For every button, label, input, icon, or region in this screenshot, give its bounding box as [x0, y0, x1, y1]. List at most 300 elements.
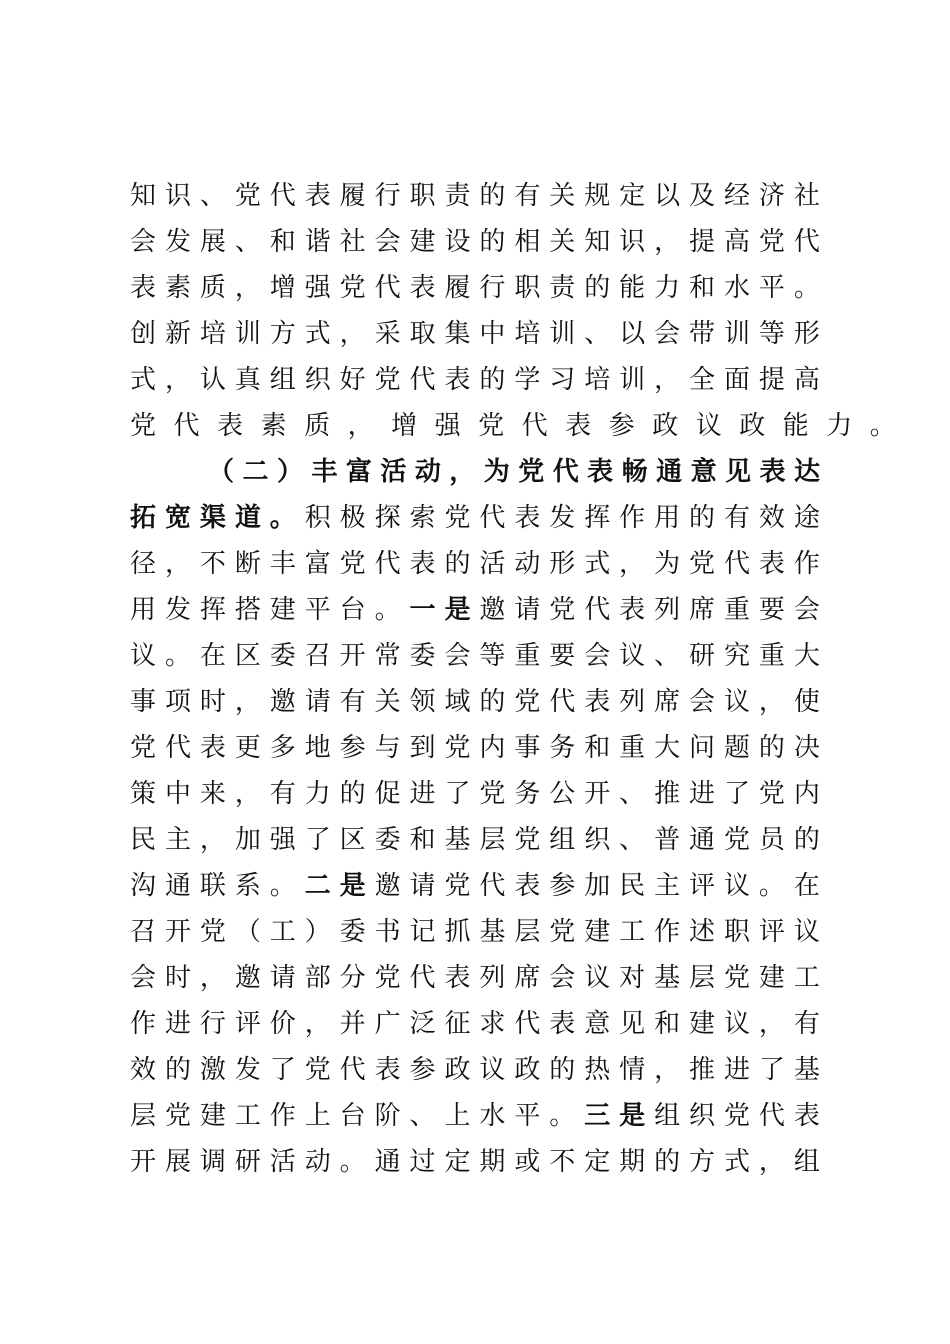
text-glyph: 强: [304, 272, 331, 303]
text-glyph: 用: [130, 594, 157, 625]
paragraph-line: [130, 400, 896, 446]
text-glyph: 重: [619, 732, 646, 763]
text-glyph: 联: [199, 870, 226, 901]
text-glyph: 行: [374, 180, 401, 211]
text-glyph: 职: [409, 180, 436, 211]
text-glyph: 了: [444, 778, 471, 809]
text-glyph: 一: [409, 594, 436, 625]
text-glyph: 了: [758, 1054, 785, 1085]
text-glyph: 质: [304, 410, 331, 441]
text-glyph: 更: [234, 732, 261, 763]
text-glyph: 区: [234, 640, 261, 671]
text-glyph: 新: [164, 318, 191, 349]
text-glyph: 沟: [130, 870, 157, 901]
paragraph-line: [130, 492, 820, 538]
text-glyph: 会: [374, 226, 401, 257]
text-glyph: 社: [793, 180, 820, 211]
text-glyph: 。: [793, 272, 820, 303]
text-glyph: 了: [723, 778, 750, 809]
text-glyph: 效: [130, 1054, 157, 1085]
text-glyph: 议: [723, 870, 750, 901]
text-glyph: 丰: [311, 456, 338, 487]
text-glyph: ，: [199, 824, 226, 855]
text-glyph: 识: [619, 226, 646, 257]
text-glyph: 集: [444, 318, 471, 349]
text-glyph: 织: [689, 1100, 716, 1131]
text-glyph: 高: [723, 226, 750, 257]
text-glyph: 表: [199, 732, 226, 763]
text-glyph: 议: [723, 686, 750, 717]
text-glyph: 、: [619, 778, 646, 809]
text-glyph: 素: [260, 410, 287, 441]
text-glyph: 主: [654, 870, 681, 901]
text-glyph: 责: [549, 272, 576, 303]
text-glyph: 建: [689, 1008, 716, 1039]
text-glyph: 增: [391, 410, 418, 441]
text-glyph: 代: [374, 272, 401, 303]
text-glyph: 意: [584, 1008, 611, 1039]
text-glyph: 通: [164, 870, 191, 901]
text-glyph: 职: [723, 916, 750, 947]
text-glyph: 识: [164, 180, 191, 211]
text-glyph: 式: [130, 364, 157, 395]
text-glyph: 建: [584, 916, 611, 947]
text-glyph: 平: [514, 1100, 541, 1131]
text-glyph: 采: [374, 318, 401, 349]
text-glyph: 展: [199, 226, 226, 257]
text-glyph: 的: [584, 272, 611, 303]
text-glyph: 、: [619, 824, 646, 855]
text-glyph: 作: [130, 1008, 157, 1039]
text-glyph: 等: [758, 318, 785, 349]
text-glyph: 重: [514, 640, 541, 671]
text-glyph: 在: [199, 640, 226, 671]
text-glyph: 和: [584, 732, 611, 763]
text-glyph: 时: [164, 962, 191, 993]
text-glyph: 方: [269, 318, 296, 349]
text-glyph: 普: [654, 824, 681, 855]
text-glyph: 的: [654, 1146, 681, 1177]
paragraph-line: [130, 584, 820, 630]
paragraph-line: [130, 262, 820, 308]
text-glyph: 邀: [234, 962, 261, 993]
text-glyph: 分: [339, 962, 366, 993]
text-glyph: 的: [758, 732, 785, 763]
text-glyph: 表: [565, 410, 592, 441]
text-glyph: 抓: [444, 916, 471, 947]
text-glyph: 、: [584, 318, 611, 349]
text-glyph: 请: [269, 962, 296, 993]
text-glyph: 定: [444, 1146, 471, 1177]
text-glyph: 表: [758, 548, 785, 579]
text-glyph: 认: [199, 364, 226, 395]
text-glyph: 的: [479, 686, 506, 717]
text-glyph: 加: [234, 824, 261, 855]
text-glyph: 的: [444, 548, 471, 579]
text-glyph: 表: [514, 502, 541, 533]
text-glyph: 的: [339, 778, 366, 809]
text-glyph: 作: [619, 502, 646, 533]
text-glyph: 党: [199, 916, 226, 947]
text-glyph: 活: [269, 1146, 296, 1177]
text-glyph: 相: [514, 226, 541, 257]
text-glyph: 时: [199, 686, 226, 717]
text-glyph: 进: [723, 1054, 750, 1085]
text-glyph: 训: [619, 364, 646, 395]
text-glyph: 员: [758, 824, 785, 855]
text-glyph: 形: [549, 548, 576, 579]
text-glyph: 请: [304, 686, 331, 717]
text-glyph: 表: [304, 180, 331, 211]
text-glyph: 会: [584, 640, 611, 671]
text-glyph: 政: [652, 410, 679, 441]
text-glyph: 并: [339, 1008, 366, 1039]
text-glyph: ，: [619, 548, 646, 579]
text-glyph: 关: [549, 180, 576, 211]
text-glyph: 。: [374, 594, 401, 625]
text-glyph: 地: [304, 732, 331, 763]
text-glyph: 领: [409, 686, 436, 717]
paragraph-line: [130, 216, 820, 262]
text-glyph: 组: [793, 1146, 820, 1177]
text-glyph: 二: [242, 456, 269, 487]
text-glyph: 广: [374, 1008, 401, 1039]
text-glyph: 代: [552, 456, 579, 487]
text-glyph: 会: [654, 318, 681, 349]
text-glyph: 党: [723, 1100, 750, 1131]
text-glyph: 党: [339, 548, 366, 579]
text-glyph: ，: [339, 318, 366, 349]
text-glyph: 代: [479, 502, 506, 533]
text-glyph: 情: [619, 1054, 646, 1085]
text-glyph: ，: [199, 962, 226, 993]
text-glyph: 委: [269, 640, 296, 671]
text-glyph: 代: [521, 410, 548, 441]
paragraph-line: [130, 722, 820, 768]
text-glyph: 会: [689, 686, 716, 717]
text-glyph: 表: [619, 594, 646, 625]
text-glyph: 召: [130, 916, 157, 947]
paragraph-line: [130, 676, 820, 722]
text-glyph: 促: [374, 778, 401, 809]
text-glyph: 强: [269, 824, 296, 855]
text-glyph: 议: [619, 640, 646, 671]
text-glyph: 议: [723, 1008, 750, 1039]
text-glyph: 动: [414, 456, 441, 487]
text-glyph: 代: [173, 410, 200, 441]
text-glyph: 述: [689, 916, 716, 947]
text-glyph: 拓: [130, 502, 157, 533]
text-glyph: ，: [164, 548, 191, 579]
text-glyph: 。: [164, 640, 191, 671]
text-glyph: 请: [409, 870, 436, 901]
text-glyph: 代: [514, 1008, 541, 1039]
text-glyph: 重: [723, 594, 750, 625]
text-glyph: 党: [478, 410, 505, 441]
text-glyph: 通: [656, 456, 683, 487]
text-glyph: 见: [725, 456, 752, 487]
text-glyph: 习: [549, 364, 576, 395]
text-glyph: 期: [619, 1146, 646, 1177]
text-glyph: 展: [164, 1146, 191, 1177]
text-glyph: 、: [199, 180, 226, 211]
text-glyph: ，: [758, 686, 785, 717]
text-glyph: 进: [689, 778, 716, 809]
paragraph-line: [130, 1136, 820, 1182]
text-glyph: 党: [758, 226, 785, 257]
text-glyph: 重: [758, 640, 785, 671]
text-glyph: 学: [514, 364, 541, 395]
text-glyph: 开: [339, 640, 366, 671]
text-glyph: 发: [164, 594, 191, 625]
text-glyph: 训: [549, 318, 576, 349]
text-glyph: 表: [514, 870, 541, 901]
text-glyph: 党: [234, 180, 261, 211]
text-glyph: 常: [374, 640, 401, 671]
text-glyph: 、: [654, 640, 681, 671]
text-glyph: 进: [409, 778, 436, 809]
text-glyph: 议: [130, 640, 157, 671]
text-glyph: 的: [479, 226, 506, 257]
text-glyph: 知: [584, 226, 611, 257]
text-glyph: 定: [584, 1146, 611, 1177]
text-glyph: 全: [689, 364, 716, 395]
text-glyph: 不: [549, 1146, 576, 1177]
text-glyph: 积: [304, 502, 331, 533]
paragraph-line: [130, 630, 820, 676]
text-glyph: 评: [689, 870, 716, 901]
text-glyph: 政: [739, 410, 766, 441]
text-glyph: 水: [479, 1100, 506, 1131]
text-glyph: 党: [164, 1100, 191, 1131]
text-glyph: 培: [199, 318, 226, 349]
text-glyph: 域: [444, 686, 471, 717]
text-glyph: 培: [514, 318, 541, 349]
paragraph-line: [130, 538, 820, 584]
text-glyph: 有: [793, 1008, 820, 1039]
text-glyph: 代: [584, 594, 611, 625]
text-glyph: 开: [584, 778, 611, 809]
text-glyph: 代: [409, 364, 436, 395]
text-glyph: 决: [793, 732, 820, 763]
text-glyph: 活: [479, 548, 506, 579]
text-glyph: 作: [654, 916, 681, 947]
text-glyph: 表: [444, 364, 471, 395]
text-glyph: 的: [479, 180, 506, 211]
text-glyph: 委: [374, 824, 401, 855]
text-glyph: 责: [444, 180, 471, 211]
text-glyph: 宽: [164, 502, 191, 533]
text-glyph: 层: [479, 824, 506, 855]
text-glyph: 创: [130, 318, 157, 349]
text-glyph: （: [234, 916, 261, 947]
text-glyph: 行: [199, 1008, 226, 1039]
text-glyph: 推: [654, 778, 681, 809]
text-glyph: 关: [374, 686, 401, 717]
paragraph-line: [130, 906, 820, 952]
text-glyph: 水: [723, 272, 750, 303]
text-glyph: 推: [689, 1054, 716, 1085]
text-glyph: 了: [304, 824, 331, 855]
text-glyph: 参: [409, 1054, 436, 1085]
text-glyph: 有: [514, 180, 541, 211]
text-glyph: 和: [689, 272, 716, 303]
text-glyph: 是: [619, 1100, 646, 1131]
text-glyph: 党: [130, 410, 157, 441]
section-heading-line: [130, 446, 820, 492]
text-glyph: 参: [608, 410, 635, 441]
text-glyph: 素: [164, 272, 191, 303]
text-glyph: 席: [689, 594, 716, 625]
text-glyph: 议: [584, 962, 611, 993]
text-glyph: 基: [793, 1054, 820, 1085]
text-glyph: 建: [199, 1100, 226, 1131]
text-glyph: 的: [793, 824, 820, 855]
text-glyph: 党: [723, 962, 750, 993]
text-glyph: 列: [654, 594, 681, 625]
text-glyph: 多: [269, 732, 296, 763]
paragraph-line: [130, 308, 820, 354]
text-glyph: 极: [339, 502, 366, 533]
paragraph-line: [130, 860, 820, 906]
text-glyph: 发: [164, 226, 191, 257]
text-glyph: 代: [374, 548, 401, 579]
text-glyph: 作: [269, 1100, 296, 1131]
text-glyph: 表: [549, 1008, 576, 1039]
text-glyph: 项: [164, 686, 191, 717]
text-glyph: 代: [269, 180, 296, 211]
text-glyph: 表: [793, 1100, 820, 1131]
text-glyph: 。: [339, 1146, 366, 1177]
text-glyph: ，: [654, 364, 681, 395]
text-glyph: 台: [339, 594, 366, 625]
text-glyph: ）: [304, 916, 331, 947]
text-glyph: 索: [409, 502, 436, 533]
text-glyph: 激: [199, 1054, 226, 1085]
paragraph-line: [130, 952, 820, 998]
text-glyph: 席: [654, 686, 681, 717]
text-glyph: 求: [479, 1008, 506, 1039]
text-glyph: 党: [444, 732, 471, 763]
text-glyph: 设: [444, 226, 471, 257]
text-glyph: 三: [584, 1100, 611, 1131]
text-glyph: ，: [234, 686, 261, 717]
text-glyph: 济: [758, 180, 785, 211]
text-glyph: 党: [514, 824, 541, 855]
text-glyph: 、: [409, 1100, 436, 1131]
text-glyph: 基: [654, 962, 681, 993]
text-glyph: 民: [619, 870, 646, 901]
text-glyph: 有: [723, 502, 750, 533]
text-glyph: 党: [758, 778, 785, 809]
text-glyph: 调: [199, 1146, 226, 1177]
text-glyph: 中: [164, 778, 191, 809]
paragraph-line: [130, 814, 820, 860]
text-glyph: 请: [514, 594, 541, 625]
text-glyph: 。: [869, 410, 896, 441]
text-glyph: 工: [793, 962, 820, 993]
text-glyph: ，: [234, 778, 261, 809]
text-glyph: 代: [409, 962, 436, 993]
text-glyph: 委: [339, 916, 366, 947]
text-glyph: 议: [793, 916, 820, 947]
text-glyph: 公: [549, 778, 576, 809]
text-glyph: 上: [304, 1100, 331, 1131]
text-glyph: 富: [304, 548, 331, 579]
text-glyph: 评: [234, 1008, 261, 1039]
text-glyph: 要: [758, 594, 785, 625]
text-glyph: 主: [164, 824, 191, 855]
text-glyph: 探: [374, 502, 401, 533]
text-glyph: 为: [483, 456, 510, 487]
text-glyph: （: [208, 456, 235, 487]
text-glyph: 履: [339, 180, 366, 211]
paragraph-line: [130, 768, 820, 814]
text-glyph: 在: [793, 870, 820, 901]
text-glyph: 上: [444, 1100, 471, 1131]
text-glyph: 会: [130, 226, 157, 257]
text-glyph: 中: [479, 318, 506, 349]
text-glyph: 途: [793, 502, 820, 533]
text-glyph: 平: [758, 272, 785, 303]
text-glyph: 党: [549, 916, 576, 947]
text-glyph: 代: [723, 548, 750, 579]
text-glyph: 问: [689, 732, 716, 763]
text-glyph: 织: [584, 824, 611, 855]
text-glyph: 席: [514, 962, 541, 993]
text-glyph: 代: [164, 732, 191, 763]
text-glyph: 能: [782, 410, 809, 441]
text-glyph: 党: [444, 502, 471, 533]
text-glyph: 表: [374, 1054, 401, 1085]
text-glyph: 强: [434, 410, 461, 441]
text-glyph: 参: [339, 732, 366, 763]
text-glyph: 邀: [269, 686, 296, 717]
text-glyph: 基: [444, 824, 471, 855]
text-glyph: 与: [374, 732, 401, 763]
text-glyph: 通: [374, 1146, 401, 1177]
text-glyph: 工: [619, 916, 646, 947]
text-glyph: 训: [723, 318, 750, 349]
text-glyph: 或: [514, 1146, 541, 1177]
text-glyph: 谐: [304, 226, 331, 257]
text-glyph: 系: [234, 870, 261, 901]
text-glyph: 区: [339, 824, 366, 855]
text-glyph: 以: [654, 180, 681, 211]
text-glyph: 提: [758, 364, 785, 395]
text-glyph: 层: [130, 1100, 157, 1131]
text-glyph: 富: [345, 456, 372, 487]
text-glyph: 的: [549, 1054, 576, 1085]
text-glyph: 通: [689, 824, 716, 855]
text-glyph: 有: [269, 778, 296, 809]
text-glyph: 表: [584, 686, 611, 717]
text-glyph: 委: [409, 640, 436, 671]
text-glyph: 要: [549, 640, 576, 671]
document-body: [130, 170, 896, 1182]
text-glyph: 丰: [269, 548, 296, 579]
text-glyph: 策: [130, 778, 157, 809]
text-glyph: 来: [199, 778, 226, 809]
text-glyph: 表: [409, 548, 436, 579]
text-glyph: 见: [619, 1008, 646, 1039]
text-glyph: 开: [130, 1146, 157, 1177]
text-glyph: 了: [269, 1054, 296, 1085]
text-glyph: 大: [654, 732, 681, 763]
text-glyph: 和: [654, 1008, 681, 1039]
text-glyph: 和: [409, 824, 436, 855]
text-glyph: 形: [793, 318, 820, 349]
